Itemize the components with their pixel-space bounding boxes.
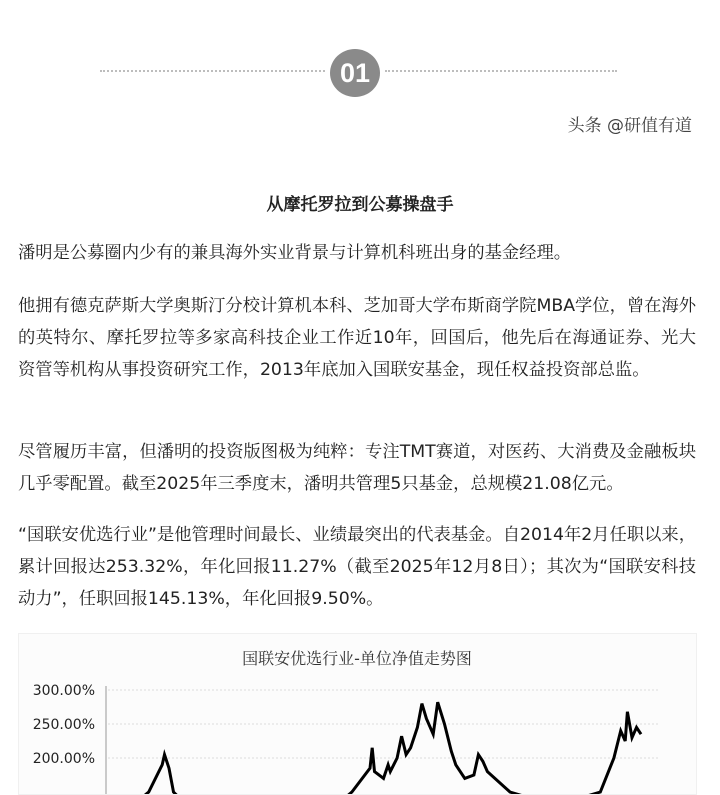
nav-trend-chart xyxy=(18,633,697,795)
y-tick-label: 200.00% xyxy=(32,751,95,767)
series-line xyxy=(108,702,641,794)
section-heading: 从摩托罗拉到公募操盘手 xyxy=(266,195,454,215)
source-watermark: 头条 @研值有道 xyxy=(567,116,692,136)
paragraph-3: 尽管履历丰富，但潘明的投资版图极为纯粹：专注TMT赛道，对医药、大消费及金融板块几乎零配置。截至2025年三季度末，潘明共管理5只基金，总规模21.08亿元。 xyxy=(18,442,696,494)
paragraph-4: “国联安优选行业”是他管理时间最长、业绩最突出的代表基金。自2014年2月任职以来，累计回报达253.32%，年化回报11.27%（截至2025年12月8日）；其次为“国联安科技动力”，任职回报145.13%，年化回报9.50%。 xyxy=(18,525,696,609)
paragraph-2: 他拥有德克萨斯大学奥斯汀分校计算机本科、芝加哥大学布斯商学院MBA学位，曾在海外的英特尔、摩托罗拉等多家高科技企业工作近10年，回国后，他先后在海通证券、光大资管等机构从事投资研究工作，2013年底加入国联安基金，现任权益投资部总监。 xyxy=(18,296,696,380)
paragraph-1: 潘明是公募圈内少有的兼具海外实业背景与计算机科班出身的基金经理。 xyxy=(18,243,572,263)
y-tick-label: 250.00% xyxy=(32,717,95,733)
divider-left xyxy=(100,70,325,72)
chart-title: 国联安优选行业-单位净值走势图 xyxy=(242,649,472,668)
section-number-badge: 01 xyxy=(330,49,380,97)
y-tick-label: 300.00% xyxy=(32,683,95,699)
chart-svg xyxy=(19,634,696,794)
divider-right xyxy=(385,70,617,72)
